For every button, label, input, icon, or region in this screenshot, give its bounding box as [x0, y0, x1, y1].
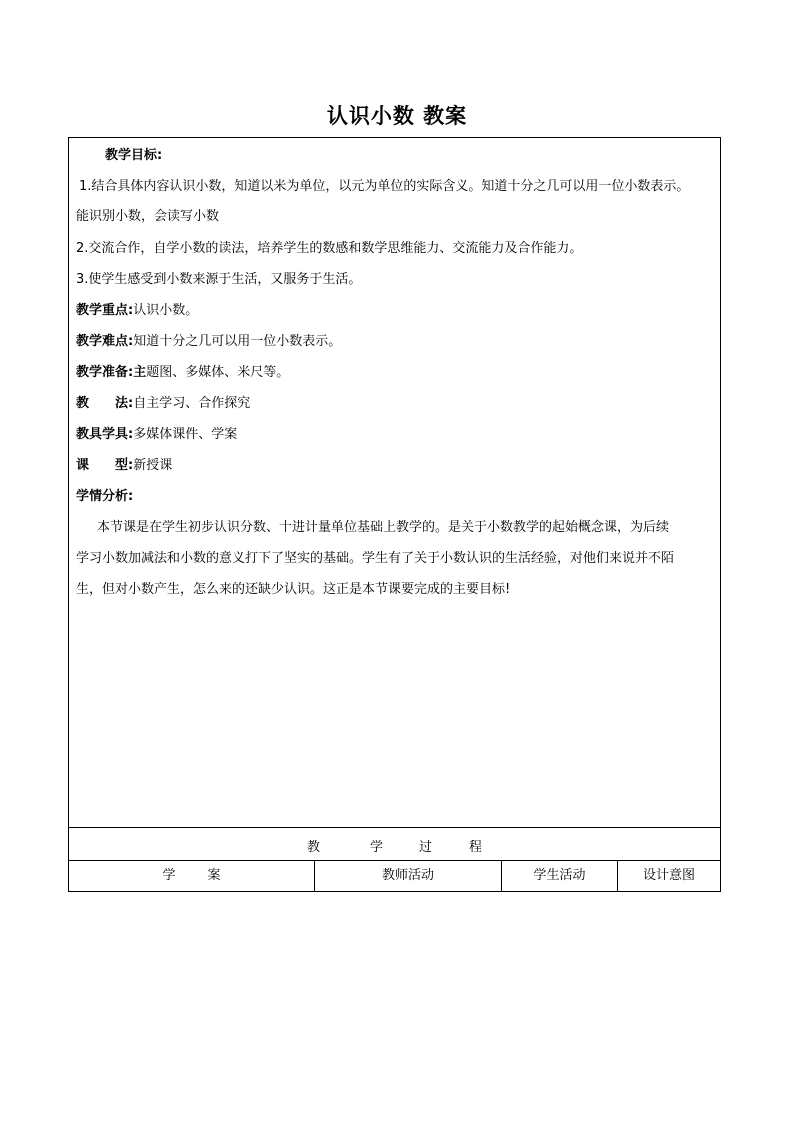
tools-value: 多媒体课件、学案	[133, 427, 238, 442]
process-char-4: 程	[469, 840, 483, 855]
design-intent-header: 设计意图	[617, 861, 720, 891]
difficulty-value: 知道十分之几可以用一位小数表示。	[133, 334, 342, 349]
objective-1-line-2: 能识别小数，会读写小数	[76, 209, 220, 224]
type-row	[76, 457, 172, 475]
teaching-process-header	[69, 828, 720, 861]
column-header-row	[69, 861, 720, 891]
method-row	[76, 395, 250, 413]
preparation-value: 题图、多媒体、米尺等。	[146, 365, 290, 380]
method-value: 自主学习、合作探究	[133, 396, 251, 411]
preparation-bold-char: 主	[133, 365, 147, 380]
study-plan-char-2: 案	[207, 868, 221, 883]
teacher-activity-header: 教师活动	[314, 861, 501, 891]
key-point-value: 认识小数。	[133, 303, 199, 318]
method-label-1: 教	[76, 396, 90, 411]
study-plan-header	[69, 861, 314, 891]
preparation-label: 教学准备:	[76, 365, 134, 380]
process-char-3: 过	[419, 840, 433, 855]
process-char-1: 教	[307, 840, 321, 855]
objective-2: 2.交流合作，自学小数的读法，培养学生的数感和数学思维能力、交流能力及合作能力。	[76, 241, 583, 256]
study-plan-char-1: 学	[162, 868, 176, 883]
type-label-2: 型:	[115, 458, 134, 473]
objective-1-line-1: 1.结合具体内容认识小数，知道以米为单位，以元为单位的实际含义。知道十分之几可以用一位小数表示。	[79, 179, 690, 194]
tools-label: 教具学具:	[76, 427, 134, 442]
analysis-line-2: 学习小数加减法和小数的意义打下了坚实的基础。学生有了关于小数认识的生活经验，对他们来说并不陌	[76, 551, 675, 566]
difficulty-row	[76, 333, 341, 351]
objective-3: 3.使学生感受到小数来源于生活，又服务于生活。	[76, 272, 362, 287]
tools-row	[76, 426, 237, 444]
key-point-label: 教学重点:	[76, 303, 134, 318]
objectives-label: 教学目标:	[105, 148, 163, 163]
analysis-label: 学情分析:	[76, 489, 134, 504]
method-label-2: 法:	[115, 396, 134, 411]
page-title: 认识小数 教案	[326, 103, 468, 128]
student-activity-header: 学生活动	[501, 861, 617, 891]
key-point-row	[76, 302, 198, 320]
analysis-line-1: 本节课是在学生初步认识分数、十进计量单位基础上教学的。是关于小数教学的起始概念课，为后续	[97, 520, 670, 535]
type-value: 新授课	[133, 458, 173, 473]
difficulty-label: 教学难点:	[76, 334, 134, 349]
analysis-line-3: 生，但对小数产生，怎么来的还缺少认识。这正是本节课要完成的主要目标!	[76, 582, 511, 597]
preparation-row	[76, 364, 289, 382]
type-label-1: 课	[76, 458, 90, 473]
lesson-plan-table	[68, 137, 721, 892]
overview-cell	[69, 138, 720, 828]
process-char-2: 学	[370, 840, 384, 855]
